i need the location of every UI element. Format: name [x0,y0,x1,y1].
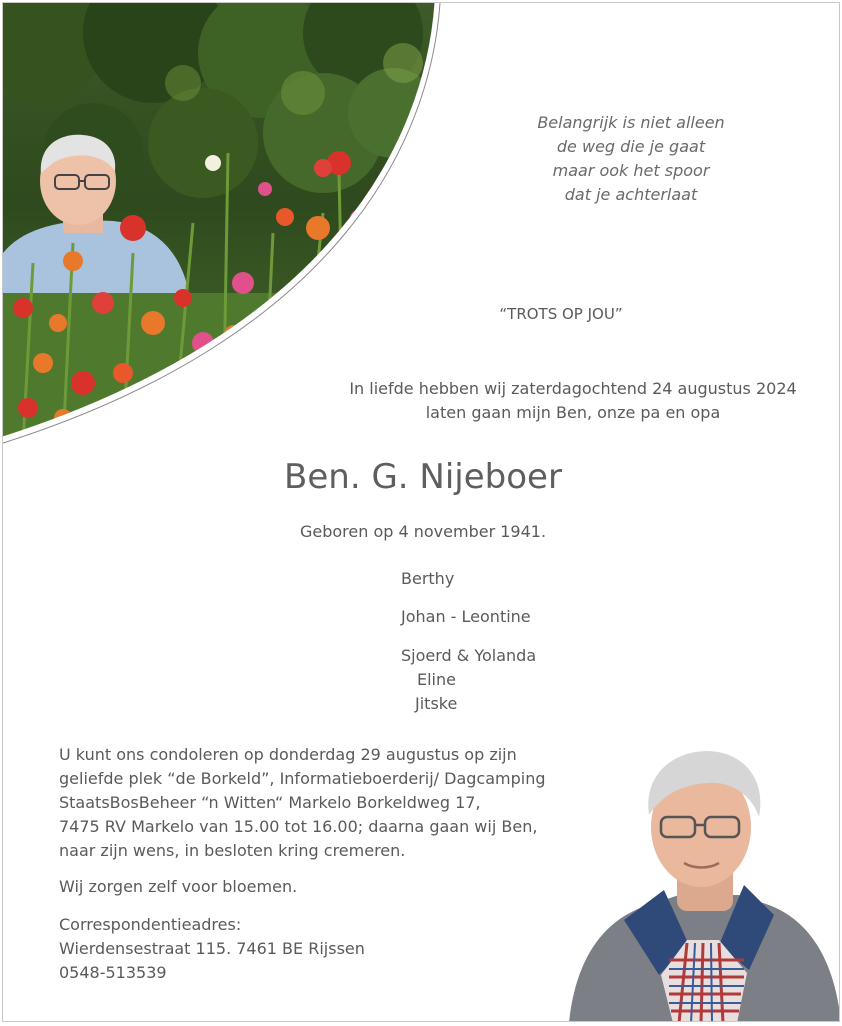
poem-line: maar ook het spoor [552,161,710,180]
condolence-info [59,743,559,863]
portrait-photo [569,745,840,1022]
correspondence-address [59,913,365,985]
family-name: Berthy [401,569,455,588]
poem [463,111,799,207]
condolence-line: StaatsBosBeheer “n Witten“ Markelo Borkeldweg 17, [59,793,481,812]
family-name: Sjoerd & Yolanda [401,646,537,665]
family-name: Jitske [415,694,458,713]
poem-line: Belangrijk is niet alleen [537,113,725,132]
poem-line: de weg die je gaat [556,137,706,156]
obituary-card [2,2,840,1022]
condolence-line: geliefde plek “de Borkeld”, Informatieboerderij/ Dagcamping [59,769,546,788]
deceased-name: Ben. G. Nijeboer [284,457,562,497]
announcement [303,377,840,425]
condolence-line: U kunt ons condoleren op donderdag 29 augustus op zijn [59,745,517,764]
condolence-line: naar zijn wens, in besloten kring cremeren. [59,841,406,860]
birth-date: Geboren op 4 november 1941. [299,522,547,541]
quote-text: “TROTS OP JOU” [499,305,623,323]
address-line: Wierdensestraat 115. 7461 BE Rijssen [59,939,365,958]
poem-line: dat je achterlaat [564,185,698,204]
announcement-line: laten gaan mijn Ben, onze pa en opa [425,403,721,422]
flowers-note: Wij zorgen zelf voor bloemen. [59,877,298,896]
family-name: Johan - Leontine [401,607,531,626]
announcement-line: In liefde hebben wij zaterdagochtend 24 augustus 2024 [349,379,797,398]
phone-number: 0548-513539 [59,963,167,982]
condolence-line: 7475 RV Markelo van 15.00 tot 16.00; daarna gaan wij Ben, [59,817,538,836]
correspondence-label: Correspondentieadres: [59,915,242,934]
family-name: Eline [417,670,456,689]
